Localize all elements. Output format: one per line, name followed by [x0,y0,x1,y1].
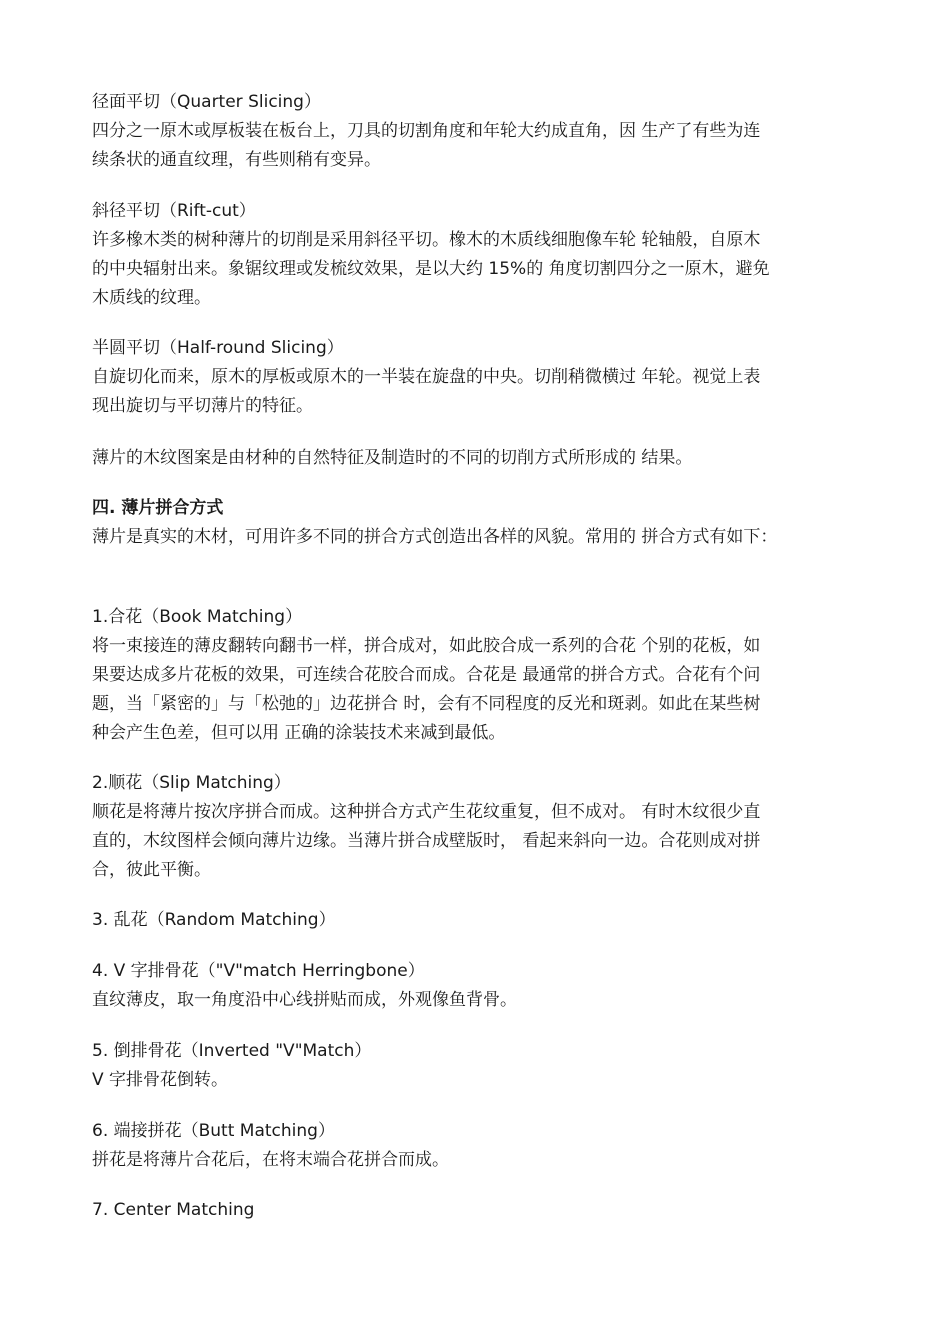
paragraph-line: 将一束接连的薄皮翻转向翻书一样，拼合成对，如此胶合成一系列的合花 个别的花板，如 [92,636,761,656]
paragraph-line: 种会产生色差，但可以用 正确的涂装技术来减到最低。 [92,723,506,743]
heading-center-matching: 7. Center Matching [92,1200,255,1220]
paragraph-line: 薄片的木纹图案是由材种的自然特征及制造时的不同的切削方式所形成的 结果。 [92,448,693,468]
paragraph-line: 顺花是将薄片按次序拼合而成。这种拼合方式产生花纹重复，但不成对。 有时木纹很少直 [92,802,761,822]
paragraph-line: 现出旋切与平切薄片的特征。 [92,396,313,416]
heading-slip-matching: 2.顺花（Slip Matching） [92,773,291,793]
heading-butt-matching: 6. 端接拼花（Butt Matching） [92,1121,335,1141]
paragraph-line: 合，彼此平衡。 [92,860,211,880]
paragraph-line: 自旋切化而来，原木的厚板或原木的一半装在旋盘的中央。切削稍微横过 年轮。视觉上表 [92,367,761,387]
paragraph-line: V 字排骨花倒转。 [92,1070,229,1090]
heading-half-round-slicing: 半圆平切（Half-round Slicing） [92,338,344,358]
paragraph-line: 许多橡木类的树种薄片的切削是采用斜径平切。橡木的木质线细胞像车轮 轮轴般，自原木 [92,230,761,250]
heading-random-matching: 3. 乱花（Random Matching） [92,910,336,930]
paragraph-line: 直的，木纹图样会倾向薄片边缘。当薄片拼合成壁版时， 看起来斜向一边。合花则成对拼 [92,831,761,851]
heading-inverted-v-match: 5. 倒排骨花（Inverted "V"Match） [92,1041,372,1061]
paragraph-line: 直纹薄皮，取一角度沿中心线拼贴而成，外观像鱼背骨。 [92,990,517,1010]
heading-quarter-slicing: 径面平切（Quarter Slicing） [92,92,321,112]
paragraph-line: 拼花是将薄片合花后，在将末端合花拼合而成。 [92,1150,449,1170]
section-heading-veneer-matching: 四. 薄片拼合方式 [92,498,224,518]
paragraph-line: 四分之一原木或厚板装在板台上，刀具的切割角度和年轮大约成直角，因 生产了有些为连 [92,121,761,141]
paragraph-line: 果要达成多片花板的效果，可连续合花胶合而成。合花是 最通常的拼合方式。合花有个问 [92,665,761,685]
heading-book-matching: 1.合花（Book Matching） [92,607,303,627]
paragraph-line: 续条状的通直纹理，有些则稍有变异。 [92,150,381,170]
paragraph-line: 木质线的纹理。 [92,288,211,308]
paragraph-line: 的中央辐射出来。象锯纹理或发梳纹效果，是以大约 15%的 角度切割四分之一原木，避免 [92,259,770,279]
heading-v-match-herringbone: 4. V 字排骨花（"V"match Herringbone） [92,961,425,981]
paragraph-line: 题，当「紧密的」与「松弛的」边花拼合 时，会有不同程度的反光和斑剥。如此在某些树 [92,694,761,714]
heading-rift-cut: 斜径平切（Rift-cut） [92,201,256,221]
paragraph-line: 薄片是真实的木材，可用许多不同的拼合方式创造出各样的风貌。常用的 拼合方式有如下： [92,527,778,547]
